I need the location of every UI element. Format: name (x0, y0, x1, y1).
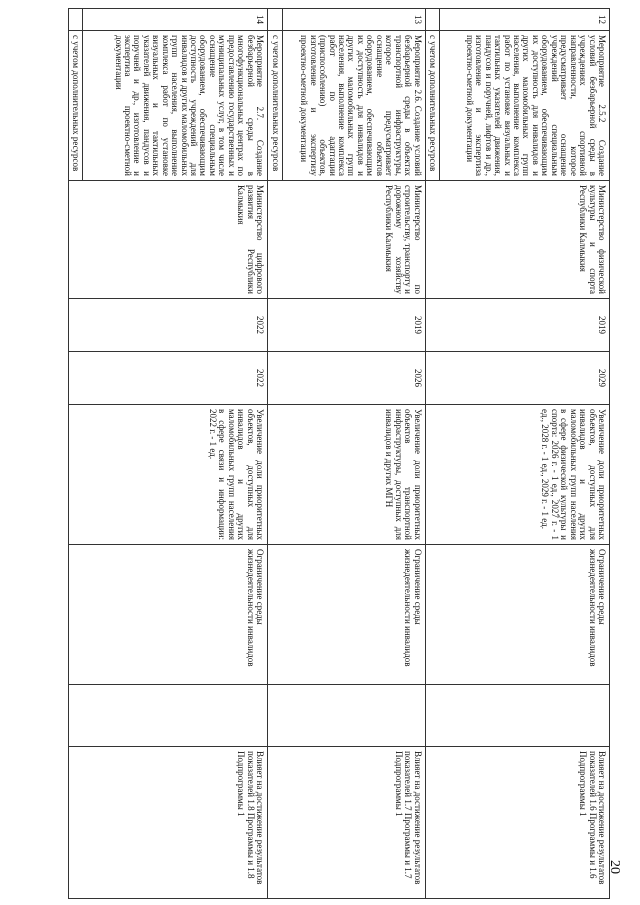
consequence-cell: Ограничение среды жизнедеятельности инвалидов (425, 545, 609, 685)
impact-cell: Влияет на достижение результатов показателей 1.7 Программы и 1.7 Подпрограммы 1 (268, 747, 425, 899)
page-number: 20 (607, 860, 622, 874)
measure-cell: Мероприятие 2.6. Создание условий безбарьерной среды в объектах транспортной инфраструктуры, которое предусматривает оснащение объектов оборудованием, обеспечивающим их доступность для инвалидов и других маломобильных групп населения, выполнение комплекса работ по адаптации (приспособлению) объектов, изготовление и экспертизу проектно-сметной документации (282, 31, 425, 181)
additional-resources: с учетом дополнительных ресурсов (425, 31, 439, 181)
table-row (83, 9, 268, 899)
row-number: 14 (83, 9, 268, 31)
end-year-cell: 2022 (68, 352, 267, 405)
consequence-cell: Ограничение среды жизнедеятельности инвалидов (68, 545, 267, 685)
empty-cell (268, 685, 425, 747)
additional-resources: с учетом дополнительных ресурсов (268, 31, 282, 181)
end-year-cell: 2029 (425, 352, 609, 405)
start-year-cell: 2019 (268, 299, 425, 352)
start-year-cell: 2022 (68, 299, 267, 352)
measure-cell: Мероприятие 2.5.2 Создание условий безбарьерной среды в учреждениях спортивной направленности, которое предусматривает оснащение учреждений специальным оборудованием, обеспечивающим их доступность для инвалидов и других маломобильных групп населения, выполнение комплекса работ по установке визуальных и тактильных указателей движения, пандусов и поручней, лифтов и др., изготовление и экспертиза проектно-сметной документации (440, 31, 610, 181)
empty-cell (68, 9, 82, 31)
executor-cell: Министерство цифрового развития Республики Калмыкия (68, 181, 267, 299)
executor-cell: Министерство физической культуры и спорта Республики Калмыкия (425, 181, 609, 299)
empty-cell (268, 9, 282, 31)
empty-cell (68, 685, 267, 747)
empty-cell (425, 685, 609, 747)
result-cell: Увеличение доли приоритетных объектов, доступных для инвалидов и других маломобильных групп населения в сфере связи и информации: 2022 г. - 1 ед. (68, 405, 267, 545)
table-row (282, 9, 425, 899)
impact-cell: Влияет на достижение результатов показателей 1.8 Программы и 1.8 Подпрограммы 1 (68, 747, 267, 899)
empty-cell (425, 9, 439, 31)
result-cell: Увеличение доли приоритетных объектов транспортной инфраструктуры, доступных для инвалидов и других МГН (268, 405, 425, 545)
start-year-cell: 2019 (425, 299, 609, 352)
row-number: 12 (440, 9, 610, 31)
impact-cell: Влияет на достижение результатов показателей 1.6 Программы и 1.6 Подпрограммы 1 (425, 747, 609, 899)
measures-table (68, 8, 610, 899)
consequence-cell: Ограничение среды жизнедеятельности инвалидов (268, 545, 425, 685)
executor-cell: Министерство по строительству, транспорту и дорожному хозяйству Республики Калмыкия (268, 181, 425, 299)
table-row (440, 9, 610, 899)
end-year-cell: 2026 (268, 352, 425, 405)
additional-resources: с учетом дополнительных ресурсов (68, 31, 82, 181)
row-number: 13 (282, 9, 425, 31)
result-cell: Увеличение доли приоритетных объектов, доступных для инвалидов и других маломобильных групп населения в сфере физической культуры и спорта: 2026 г. - 1 ед., 2027 г. - 1 ед., 2028 г. - 1 ед., 2029 г. - 1 ед. (425, 405, 609, 545)
measure-cell: Мероприятие 2.7. Создание безбарьерной среды в многофункциональных центрах по предоставлению государственных и муниципальных услуг, в том числе оснащение специальным оборудованием, обеспечивающим доступность учреждений для инвалидов и других маломобильных групп населения, выполнение комплекса работ по установке визуальных и тактильных указателей движения, пандусов и поручней и др., изготовление и экспертиза проектно-сметной документации (83, 31, 268, 181)
